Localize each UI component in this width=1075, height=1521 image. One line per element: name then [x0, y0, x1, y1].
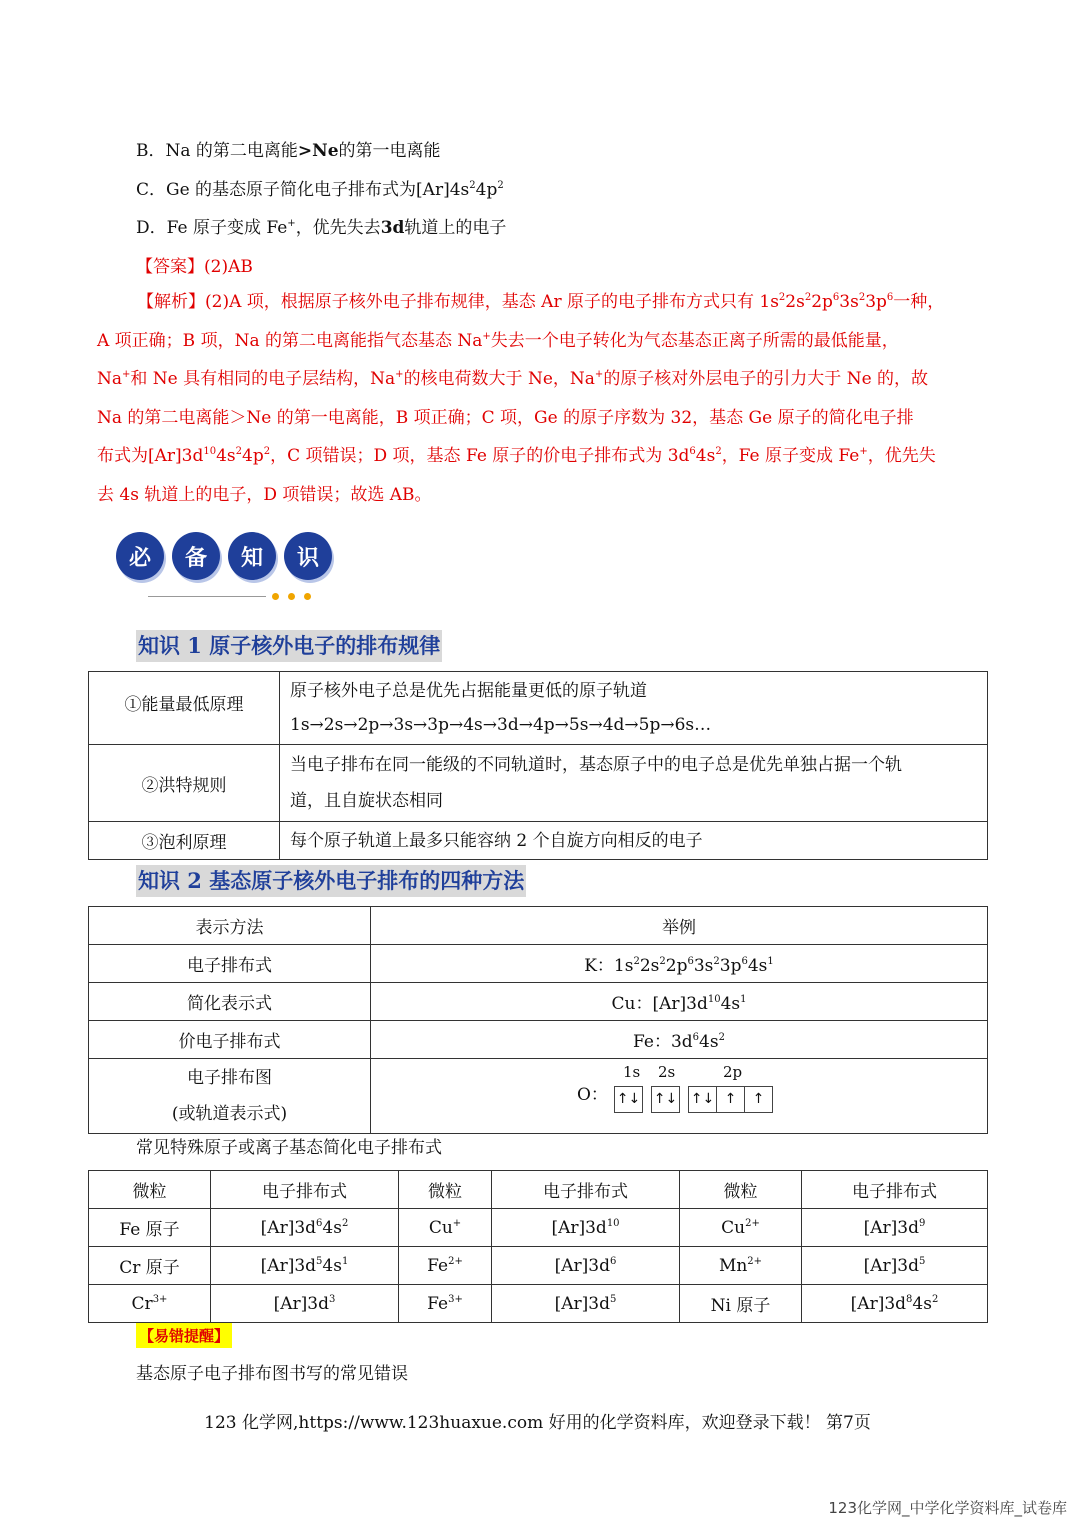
particle: Ni 原子 [680, 1285, 802, 1323]
particle: $Cr^{3+}$ [89, 1285, 211, 1323]
config: $[Ar]3d^6$ [492, 1247, 680, 1285]
k2-example: K：$1s^22s^22p^63s^23p^64s^1$ [371, 945, 988, 983]
option-d: D．Fe 原子变成 Fe+，优先失去3d轨道上的电子 [136, 218, 507, 238]
k2-example: Fe：$3d^64s^2$ [371, 1021, 988, 1059]
k2-method: 简化表示式 [89, 983, 371, 1021]
k2-table [88, 906, 988, 1134]
watermark: 123化学网_中学化学资料库_试卷库 [828, 1499, 1067, 1517]
k2-head: 表示方法 [89, 907, 371, 945]
special-head: 微粒 [399, 1171, 492, 1209]
config: $[Ar]3d^5$ [492, 1285, 680, 1323]
divider [148, 596, 266, 597]
k2-head: 举例 [371, 907, 988, 945]
config: $[Ar]3d^5$ [802, 1247, 988, 1285]
config: $[Ar]3d^{10}$ [492, 1209, 680, 1247]
k2-method: 电子排布图 (或轨道表示式) [89, 1059, 371, 1134]
orbital-diagram: O： 1s 2s 2p ↑↓ ↑↓ ↑↓ ↑ ↑ [371, 1059, 988, 1134]
tip-text: 基态原子电子排布图书写的常见错误 [136, 1364, 408, 1384]
orbital-box: ↑ [744, 1086, 773, 1113]
orbital-box: ↑ [716, 1086, 745, 1113]
dot-icon [288, 593, 295, 600]
k1-table [88, 671, 988, 860]
config: $[Ar]3d^54s^1$ [211, 1247, 399, 1285]
special-head: 电子排布式 [211, 1171, 399, 1209]
badge-char: 知 [228, 532, 276, 580]
k1-desc: 当电子排布在同一能级的不同轨道时，基态原子中的电子总是优先单独占据一个轨 道，且自旋状态相同 [280, 745, 988, 822]
special-table [88, 1170, 988, 1323]
analysis: 【解析】(2)A 项，根据原子核外电子排布规律，基态 Ar 原子的电子排布方式只有 $1s^22s^22p^63s^23p^6$一种， A 项正确；B 项，Na 的第二电离能指气态基态 Na+失去一个电子转化为气态基态正离子所需的最低能量， Na+和 Ne 具有相同的电子层结构，Na+的核电荷数大于 Ne，Na+的原子核对外层电子的引力大于 Ne 的，故 Na 的第二电离能＞Ne 的第一电离能，B 项正确；C 项，Ge 的原子序数为 32，基态 Ge 原子的简化电子排 布式为$[Ar]3d^{10}4s^24p^2$，C 项错误；D 项，基态 Fe 原子的价电子排布式为 $3d^64s^2$，Fe 原子变成 Fe+，优先失 去 4s 轨道上的电子，D 项错误；故选 AB。 [97, 292, 945, 505]
badge-char: 备 [172, 532, 220, 580]
badge-char: 识 [284, 532, 332, 580]
k2-title: 知识 2 基态原子核外电子排布的四种方法 [136, 865, 526, 897]
k1-name: ②洪特规则 [89, 745, 280, 822]
config: $[Ar]3d^84s^2$ [802, 1285, 988, 1323]
config: $[Ar]3d^9$ [802, 1209, 988, 1247]
particle: $Fe^{2+}$ [399, 1247, 492, 1285]
k2-example: Cu：$[Ar]3d^{10}4s^1$ [371, 983, 988, 1021]
k1-desc: 每个原子轨道上最多只能容纳 2 个自旋方向相反的电子 [280, 822, 988, 860]
config: $[Ar]3d^3$ [211, 1285, 399, 1323]
k2-method: 电子排布式 [89, 945, 371, 983]
special-head: 微粒 [680, 1171, 802, 1209]
orbital-box: ↑↓ [651, 1086, 680, 1113]
k1-desc: 原子核外电子总是优先占据能量更低的原子轨道 1s→2s→2p→3s→3p→4s→3d→4p→5s→4d→5p→6s… [280, 672, 988, 745]
dot-icon [272, 593, 279, 600]
particle: Cu+ [399, 1209, 492, 1247]
orbital-box: ↑↓ [688, 1086, 717, 1113]
k1-name: ①能量最低原理 [89, 672, 280, 745]
special-head: 电子排布式 [492, 1171, 680, 1209]
page-footer: 123 化学网,https://www.123huaxue.com 好用的化学资料库，欢迎登录下载！ 第7页 [204, 1413, 871, 1433]
special-head: 电子排布式 [802, 1171, 988, 1209]
special-caption: 常见特殊原子或离子基态简化电子排布式 [136, 1138, 442, 1158]
answer: 【答案】(2)AB [136, 257, 253, 277]
config: $[Ar]3d^64s^2$ [211, 1209, 399, 1247]
badge-char: 必 [116, 532, 164, 580]
k1-title: 知识 1 原子核外电子的排布规律 [136, 630, 442, 662]
option-b: B．Na 的第二电离能>Ne的第一电离能 [136, 141, 441, 161]
particle: Cr 原子 [89, 1247, 211, 1285]
k2-method: 价电子排布式 [89, 1021, 371, 1059]
orbital-box: ↑↓ [614, 1086, 643, 1113]
tip-label: 【易错提醒】 [136, 1323, 232, 1348]
k1-name: ③泡利原理 [89, 822, 280, 860]
dot-icon [304, 593, 311, 600]
option-c: C．Ge 的基态原子简化电子排布式为$[Ar]4s^24p^2$ [136, 180, 504, 200]
particle: $Fe^{3+}$ [399, 1285, 492, 1323]
particle: $Cu^{2+}$ [680, 1209, 802, 1247]
particle: $Mn^{2+}$ [680, 1247, 802, 1285]
special-head: 微粒 [89, 1171, 211, 1209]
section-badge [116, 532, 332, 580]
particle: Fe 原子 [89, 1209, 211, 1247]
